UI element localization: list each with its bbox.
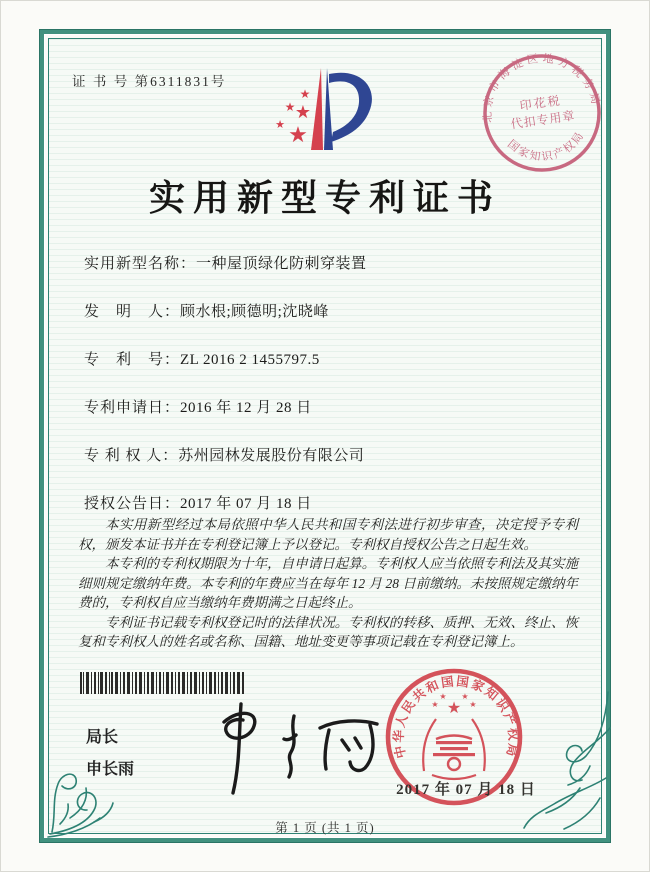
body-paragraph-3: 专利证书记载专利权登记时的法律状况。专利权的转移、质押、无效、终止、恢复和专利权人的姓名或名称、国籍、地址变更等事项记载在专利登记簿上。 — [78, 614, 578, 649]
svg-text:★: ★ — [446, 700, 462, 717]
field-label: 专 利 号： — [84, 352, 181, 368]
svg-text:★: ★ — [299, 87, 311, 101]
field-row-grant-date — [84, 492, 564, 513]
field-row-patent-number — [84, 348, 564, 369]
field-value: 2017 年 07 月 18 日 — [180, 496, 312, 512]
field-row-inventors — [84, 300, 564, 321]
tax-stamp-ring-bottom: 国家知识产权局 — [505, 129, 588, 164]
field-value: 苏州园林发展股份有限公司 — [178, 448, 365, 464]
barcode — [80, 672, 246, 694]
legal-body-text — [78, 515, 578, 652]
field-row-patentee — [84, 444, 564, 465]
svg-text:★: ★ — [284, 100, 296, 114]
official-seal-ring-text: 中华人民共和国国家知识产权局 — [391, 674, 521, 760]
tax-stamp-seal — [469, 40, 616, 187]
certificate-title: 实用新型专利证书 — [148, 178, 501, 218]
svg-text:★: ★ — [461, 692, 469, 701]
field-label: 实用新型名称： — [84, 256, 197, 272]
field-label: 专利申请日： — [84, 400, 181, 416]
svg-text:★: ★ — [275, 119, 285, 131]
tax-stamp-ring-top: 北京市海淀区地方税务局 — [481, 52, 603, 124]
svg-text:★: ★ — [294, 102, 312, 122]
field-label: 发 明 人： — [84, 304, 181, 320]
svg-text:★: ★ — [439, 692, 447, 701]
cnipa-logo-icon — [263, 54, 425, 164]
seal-date: 2017 年 07 月 18 日 — [396, 782, 536, 798]
officer-name: 申长雨 — [86, 761, 135, 778]
field-label: 专 利 权 人： — [84, 448, 179, 464]
tax-stamp-line2: 代扣专用章 — [509, 108, 577, 132]
official-seal — [362, 645, 546, 829]
tax-stamp-line1: 印花税 — [518, 93, 563, 113]
field-value: 2016 年 12 月 28 日 — [180, 400, 312, 416]
field-row-filing-date — [84, 396, 564, 417]
svg-text:★: ★ — [288, 122, 308, 147]
body-paragraph-2: 本专利的专利权期限为十年，自申请日起算。专利权人应当依照专利法及其实施细则规定缴纳年费。本专利的年费应当在每年 12 月 28 日前缴纳。未按照规定缴纳年费的，专利权自应当缴纳年费期满之日起终止。 — [78, 556, 578, 610]
officer-title: 局长 — [86, 729, 119, 746]
svg-text:北京市海淀区地方税务局 — [473, 44, 604, 125]
field-value: ZL 2016 2 1455797.5 — [180, 352, 320, 368]
svg-text:★: ★ — [431, 700, 439, 709]
field-label: 授权公告日： — [84, 496, 181, 512]
field-row-name — [84, 252, 564, 273]
national-emblem-icon — [423, 692, 485, 779]
certificate-number: 证 书 号 第6311831号 — [72, 74, 227, 89]
svg-text:★: ★ — [469, 700, 477, 709]
body-paragraph-1: 本实用新型经过本局依照中华人民共和国专利法进行初步审查，决定授予专利权，颁发本证书并在专利登记簿上予以登记。专利权自授权公告之日起生效。 — [78, 517, 578, 552]
field-value: 一种屋顶绿化防刺穿装置 — [196, 256, 367, 272]
field-value: 顾水根;顾德明;沈晓峰 — [180, 304, 329, 320]
page-number: 第 1 页 (共 1 页) — [275, 821, 375, 835]
